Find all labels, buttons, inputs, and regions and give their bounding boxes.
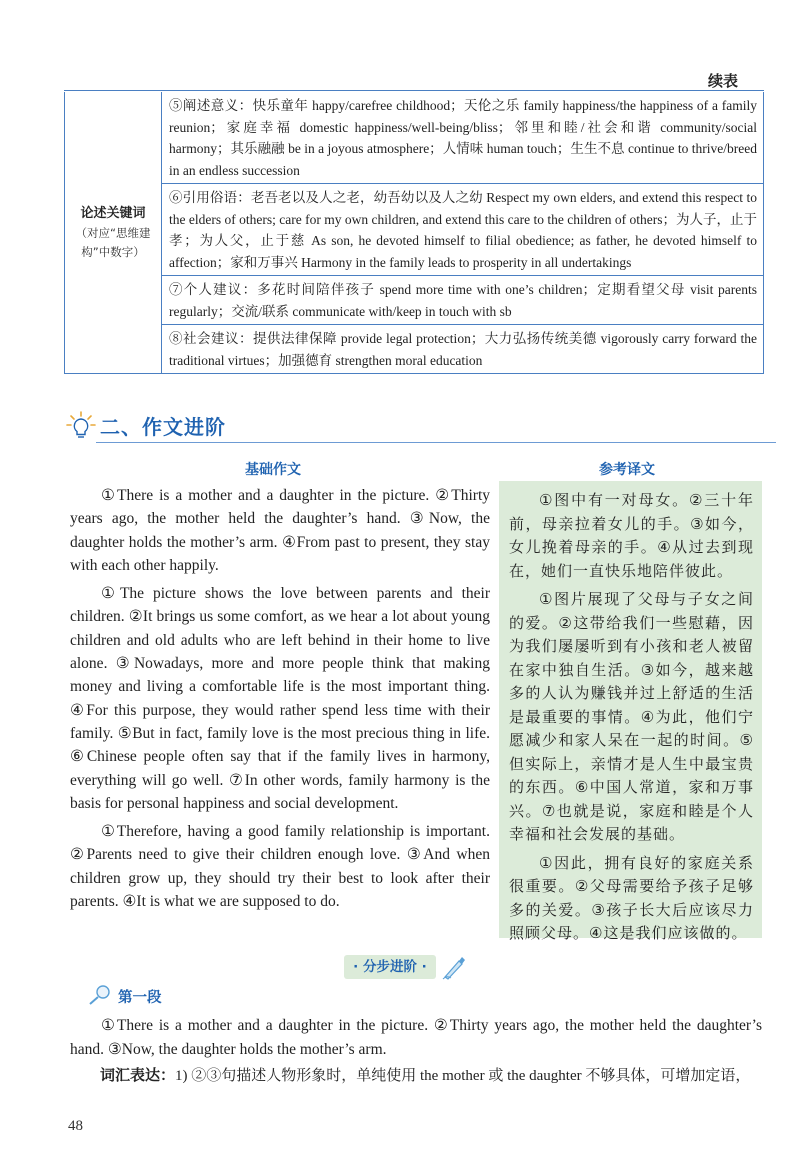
left-header-cell — [65, 92, 162, 374]
magnifier-icon — [88, 984, 114, 1011]
keyword-row-7: ⑦个人建议：多花时间陪伴孩子 spend more time with one’s children；定期看望父母 visit parents regularly；交流/联系 communicate with/keep in touch with sb — [162, 276, 764, 325]
table-row — [65, 184, 764, 276]
lightbulb-icon — [66, 411, 96, 446]
section-header — [60, 409, 770, 441]
table-row — [65, 325, 764, 374]
essay-paragraph-1: ①There is a mother and a daughter in the picture. ②Thirty years ago, the mother held the daughter’s hand. ③Now, the daughter holds the mother’s arm. ④From past to present, they stay with each other happily. — [70, 487, 490, 574]
section-title: 二、作文进阶 — [100, 415, 226, 439]
table-top-rule — [64, 90, 764, 91]
keyword-row-8: ⑧社会建议：提供法律保障 provide legal protection；大力弘扬传统美德 vigorously carry forward the traditional virtues；加强德育 strengthen moral education — [162, 325, 764, 374]
page-number: 48 — [68, 1118, 83, 1134]
table-row — [65, 92, 764, 184]
left-header-title: 论述关键词 — [80, 205, 146, 221]
paragraph-one-label: 第一段 — [118, 990, 162, 1006]
keyword-row-6: ⑥引用俗语：老吾老以及人之老，幼吾幼以及人之幼 Respect my own elders, and extend this respect to the elders of others; care for my own children, and extend this care to the children of others；为人子，止于孝；为人父，止于慈 As son, he devoted himself to filial obedience; as father, he devoted himself to affection；家和万事兴 Harmony in the family leads to prosperity in all undertakings — [162, 184, 764, 276]
translation-paragraph-3: ①因此，拥有良好的家庭关系很重要。②父母需要给予孩子足够多的关爱。③孩子长大后应该尽力照顾父母。④这是我们应该做的。 — [509, 853, 754, 942]
table-row — [65, 276, 764, 325]
basic-essay — [70, 484, 490, 918]
translation-box — [499, 481, 762, 942]
basic-essay-heading: 基础作文 — [245, 462, 301, 478]
vocab-text: 1) ②③句描述人物形象时，单纯使用 the mother 或 the daughter 不够具体，可增加定语， — [175, 1068, 751, 1084]
paragraph-one-text: ①There is a mother and a daughter in the picture. ②Thirty years ago, the mother held the daughter’s hand. ③Now, the daughter holds the mother’s arm. — [70, 1017, 762, 1058]
left-header-note-2: 构”中数字） — [81, 245, 145, 260]
vocab-note — [70, 1063, 762, 1088]
translation-paragraph-2: ①图片展现了父母与子女之间的爱。②这带给我们一些慰藉，因为我们屡屡听到有小孩和老人被留在家中独自生活。③如今，越来越多的人认为赚钱并过上舒适的生活是最重要的事情。④为此，他们宁愿减少和家人呆在一起的时间。⑤但实际上，亲情才是人生中最宝贵的东西。⑥中国人常道，家和万事兴。⑦也就是说，家庭和睦是个人幸福和社会发展的基础。 — [509, 590, 754, 843]
translation-paragraph-1: ①图中有一对母女。②三十年前，母亲拉着女儿的手。③如今，女儿挽着母亲的手。④从过去到现在，她们一直快乐地陪伴彼此。 — [509, 491, 754, 580]
continued-label: 续表 — [708, 72, 739, 90]
section-rule — [96, 442, 776, 443]
essay-paragraph-3: ①Therefore, having a good family relationship is important. ②Parents need to give their children enough love. ③And when children grow up, they should try their best to look after their parents. ④It is what we are supposed to do. — [70, 823, 490, 911]
keyword-row-5: ⑤阐述意义：快乐童年 happy/carefree childhood；天伦之乐 family happiness/the happiness of a family reunion；家庭幸福 domestic happiness/well-being/bliss；邻里和睦/社会和谐 community/social harmony；其乐融融 be in a joyous atmosphere；人情味 human touch；生生不息 continue to thrive/breed in an endless succession — [162, 92, 764, 184]
keywords-table — [64, 92, 764, 374]
pen-icon — [441, 955, 467, 986]
step-label: · 分步进阶 · — [344, 955, 436, 979]
left-header-note-1: （对应“思维建 — [75, 226, 151, 241]
translation-heading: 参考译文 — [599, 462, 655, 478]
essay-paragraph-2: ①The picture shows the love between parents and their children. ②It brings us some comfort, as we hear a lot about young children and old adults who are left behind in their home to live alone. ③Nowadays, more and more people think that making money and living a comfortable life is the most important thing. ④For this purpose, they would rather spend less time with their family. ⑤But in fact, family love is the most precious thing in life. ⑥Chinese people often say that if the family lives in harmony, everything will go well. ⑦In other words, family harmony is the basis for personal happiness and social development. — [70, 585, 490, 812]
step-badge — [320, 955, 480, 981]
vocab-label: 词汇表达： — [100, 1066, 176, 1084]
